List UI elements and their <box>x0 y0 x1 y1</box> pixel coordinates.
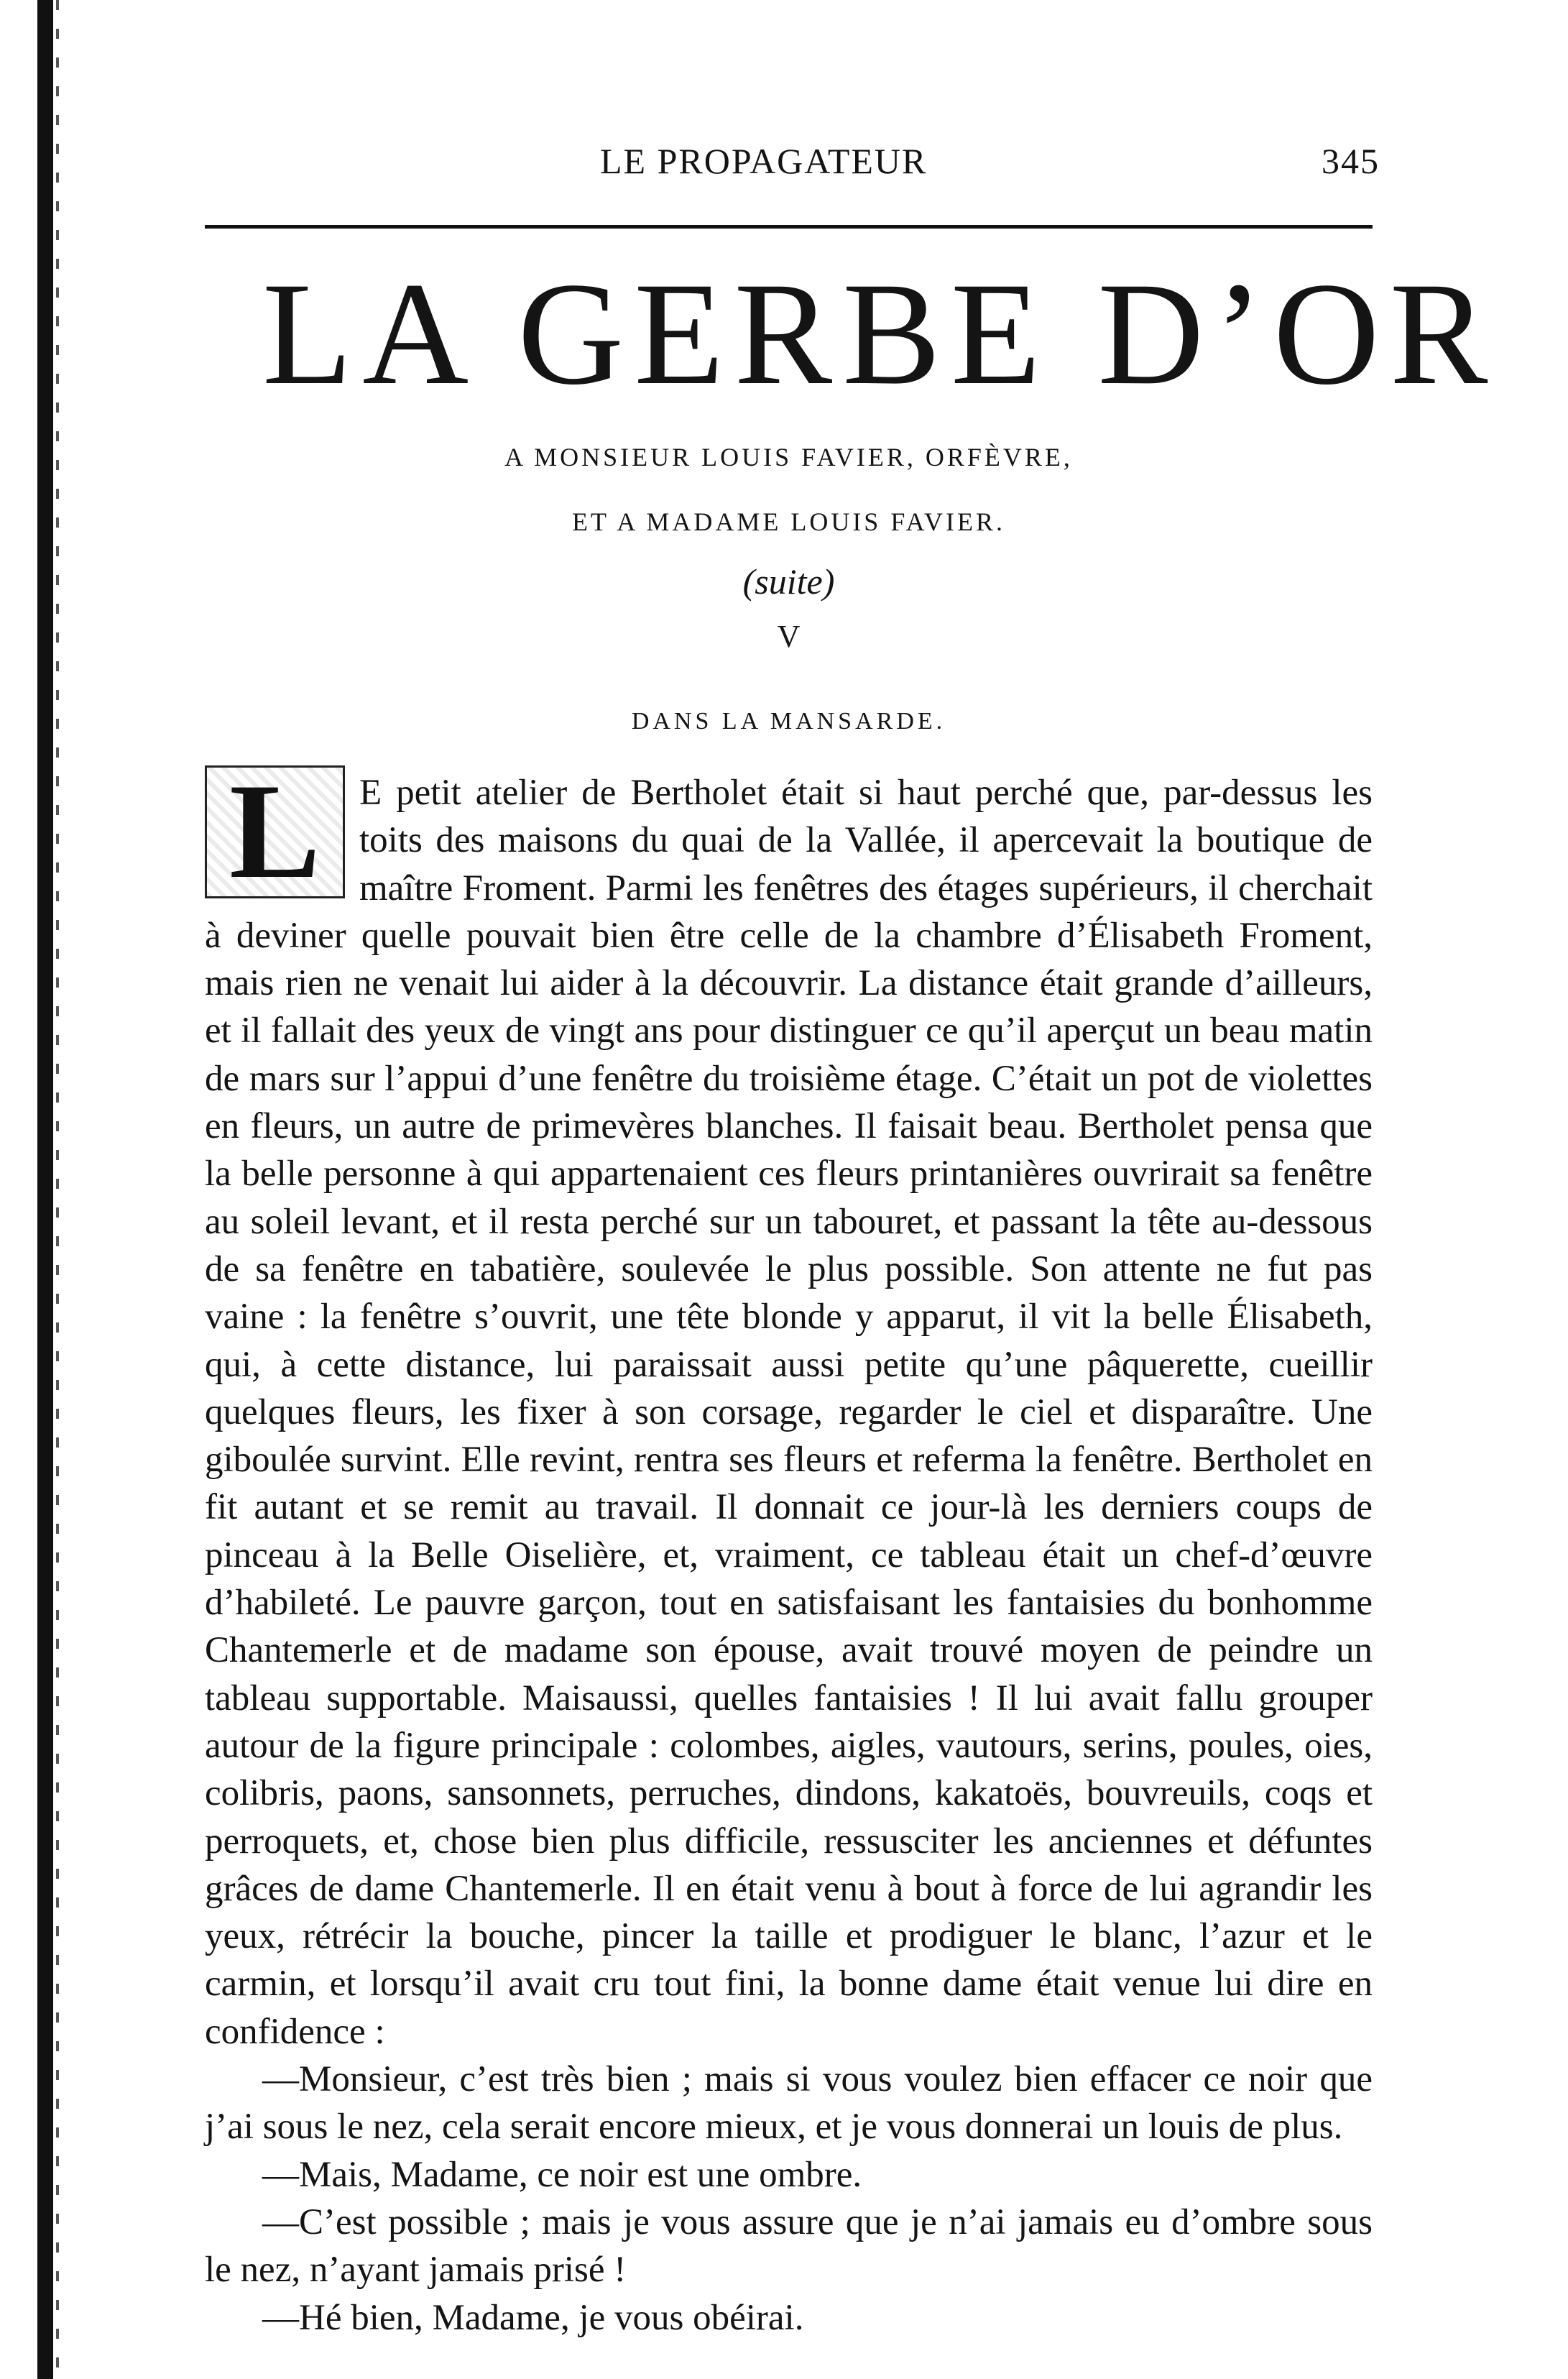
binding-edge <box>37 0 53 2379</box>
body-text <box>205 769 1373 2342</box>
running-head-title: LE PROPAGATEUR <box>600 141 928 181</box>
dedication-line-1: A MONSIEUR LOUIS FAVIER, ORFÈVRE, <box>504 443 1073 471</box>
paragraph-3: —Mais, Madame, ce noir est une ombre. <box>262 2154 862 2195</box>
chapter-title: DANS LA MANSARDE. <box>631 708 946 735</box>
chapter-main-title: LA GERBE D’OR <box>262 252 1498 415</box>
suite-label: (suite) <box>742 561 835 602</box>
paragraph-5: —Hé bien, Madame, je vous obéirai. <box>262 2297 804 2338</box>
paragraph-4: —C’est possible ; mais je vous assure que je n’ai jamais eu d’ombre sous le nez, n’ayant jamais prisé ! <box>205 2201 1373 2291</box>
dedication-line-2: ET A MADAME LOUIS FAVIER. <box>571 507 1006 536</box>
page-number: 345 <box>1322 141 1380 181</box>
paragraph-2: —Monsieur, c’est très bien ; mais si vous voulez bien effacer ce noir que j’ai sous le nez, cela serait encore mieux, et je vous donnerai un louis de plus. <box>205 2059 1373 2148</box>
paragraph-1: E petit atelier de Bertholet était si haut perché que, par-dessus les toits des maisons du quai de la Vallée, il apercevait la boutique de maître Froment. Parmi les fenêtres des étages supérieurs, il cherchait à deviner quelle pouvait bien être celle de la chambre d’Élisabeth Froment, mais rien ne venait lui aider à la découvrir. La distance était grande d’ailleurs, et il fallait des yeux de vingt ans pour distinguer ce qu’il aperçut un beau matin de mars sur l’appui d’une fenêtre du troisième étage. C’était un pot de violettes en fleurs, un autre de primevères blanches. Il faisait beau. Bertholet pensa que la belle personne à qui appartenaient ces fleurs printanières ouvrirait sa fenêtre au soleil levant, et il resta perché sur un tabouret, et passant la tête au-dessous de sa fenêtre en tabatière, soulevée le plus possible. Son attente ne fut pas vaine : la fenêtre s’ouvrit, une tête blonde y apparut, il vit la belle Élisabeth, qui, à cette distance, lui paraissait aussi petite qu’une pâquerette, cueillir quelques fleurs, les fixer à son corsage, regarder le ciel et disparaître. Une giboulée survint. Elle revint, rentra ses fleurs et referma la fenêtre. Bertholet en fit autant et se remit au travail. Il donnait ce jour-là les derniers coups de pinceau à la Belle Oiselière, et, vraiment, ce tableau était un chef-d’œuvre d’habileté. Le pauvre garçon, tout en satisfaisant les fantaisies du bonhomme Chantemerle et de madame son épouse, avait trouvé moyen de peindre un tableau supportable. Maisaussi, quelles fantaisies ! Il lui avait fallu grouper autour de la figure principale : colombes, aigles, vautours, serins, poules, oies, colibris, paons, sansonnets, perruches, dindons, kakatoës, bouvreuils, coqs et perroquets, et, chose bien plus difficile, ressusciter les anciennes et défuntes grâces de dame Chantemerle. Il en était venu à bout à force de lui agrandir les yeux, rétrécir la bouche, pincer la taille et prodiguer le blanc, l’azur et le carmin, et lorsqu’il avait cru tout fini, la bonne dame était venue lui dire en confidence : <box>205 773 1373 2052</box>
dropcap-ornament: L <box>205 765 345 898</box>
book-page <box>205 140 1498 2338</box>
header-rule <box>205 225 1373 229</box>
running-head <box>205 140 1380 190</box>
chapter-number: V <box>777 619 801 654</box>
